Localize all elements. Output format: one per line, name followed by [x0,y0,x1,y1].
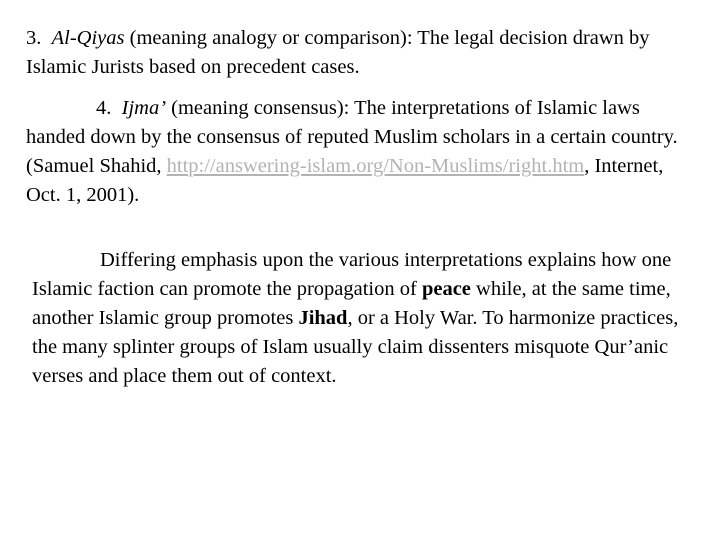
paragraph-ijma [26,94,698,210]
emphasis-peace: peace [421,278,471,300]
paragraph-al-qiyas [26,24,696,82]
body-text-2: while, at the same time, another Islamic group promotes [32,278,671,329]
item-number: 4. [96,97,112,119]
term-ijma: Ijma’ [121,97,167,119]
source-link[interactable]: http://answering-islam.org/Non-Muslims/right.htm [166,155,585,177]
definition-text: (meaning analogy or comparison): The legal decision drawn by Islamic Jurists based on precedent cases. [26,27,650,78]
paragraph-emphasis [32,246,700,391]
body-text-1: Differing emphasis upon the various interpretations explains how one Islamic faction can promote the propagation of [32,249,672,300]
item-number: 3. [26,27,42,49]
body-text-3: , or a Holy War. To harmonize practices, the many splinter groups of Islam usually claim dissenters misquote Qur’anic verses and place them out of context. [32,307,679,387]
term-al-qiyas: Al-Qiyas [51,27,125,49]
emphasis-jihad: Jihad [298,307,348,329]
definition-text: (meaning consensus): The interpretations of Islamic laws handed down by the consensus of reputed Muslim scholars in a certain country. (Samuel Shahid, [26,97,678,177]
citation-text: , Internet, Oct. 1, 2001). [26,155,664,206]
